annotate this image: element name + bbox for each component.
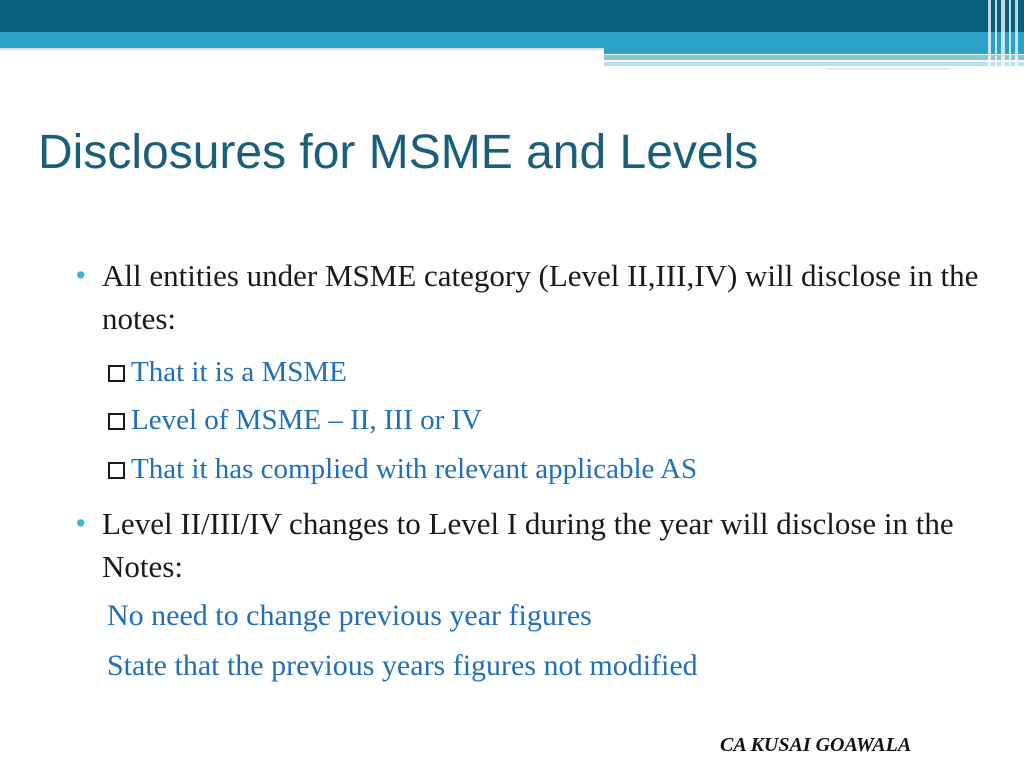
sub-list-item (108, 355, 347, 389)
slide-title: Disclosures for MSME and Levels (38, 126, 759, 179)
sub-list-item (108, 403, 482, 437)
hollow-square-icon (108, 365, 125, 382)
footer-author: CA KUSAI GOAWALA (720, 734, 912, 756)
bullet-text: All entities under MSME category (Level II,III,IV) will disclose in the notes: (102, 258, 979, 336)
round-bullet-icon: • (76, 260, 86, 290)
sub-list-item (108, 452, 697, 486)
sub-list-item (107, 648, 698, 684)
sub-item-text: Level of MSME – II, III or IV (131, 404, 483, 436)
sub-item-text: That it has complied with relevant applicable AS (131, 453, 698, 485)
sub-item-text: State that the previous years figures not modified (107, 649, 698, 682)
sub-item-text: No need to change previous year figures (107, 599, 592, 632)
round-bullet-icon: • (76, 508, 86, 538)
sub-list-item (107, 598, 592, 634)
hollow-square-icon (108, 413, 125, 430)
sub-item-text: That it is a MSME (131, 356, 347, 388)
bullet-text: Level II/III/IV changes to Level I during the year will disclose in the Notes: (102, 506, 954, 584)
hollow-square-icon (108, 462, 125, 479)
